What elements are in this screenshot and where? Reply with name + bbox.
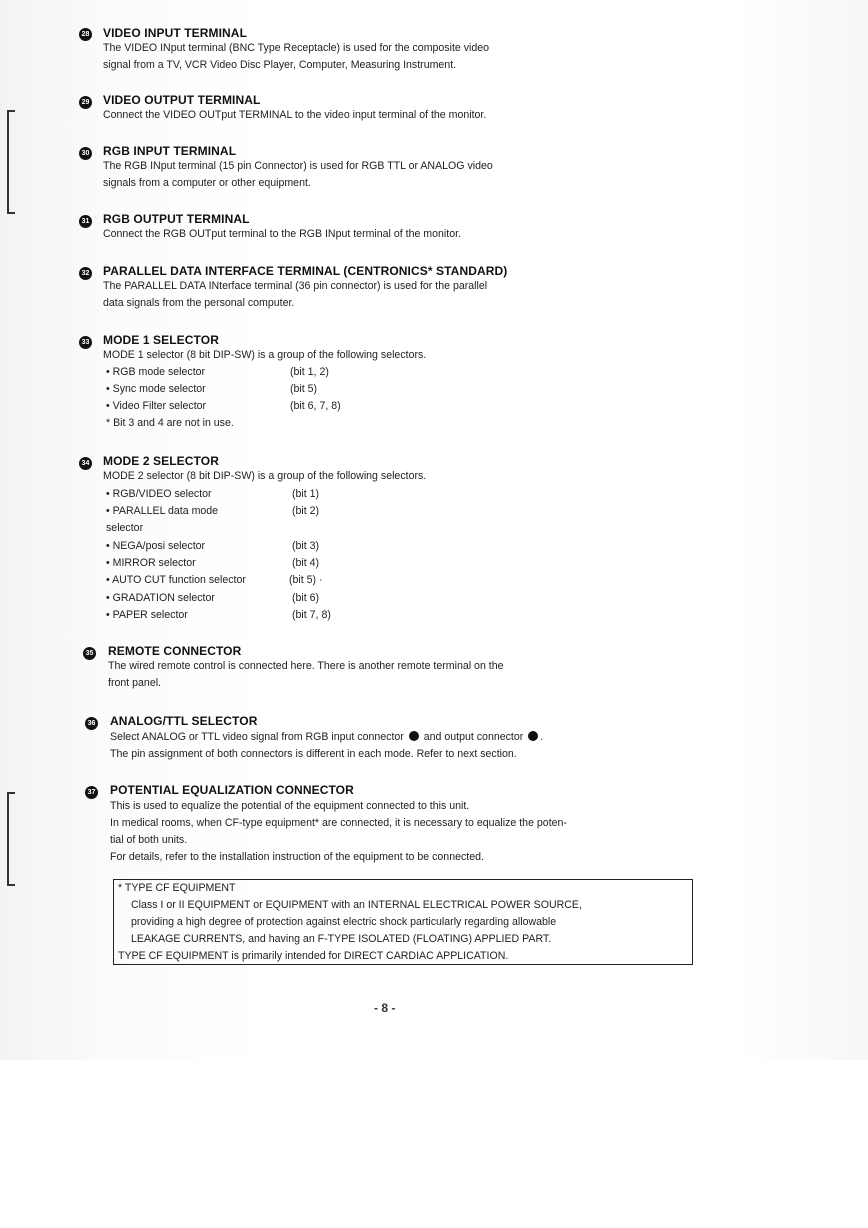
body-line: For details, refer to the installation instruction of the equipment to be connected.	[110, 851, 484, 863]
item-number-badge: 29	[79, 96, 92, 109]
note-line: Class I or II EQUIPMENT or EQUIPMENT with an INTERNAL ELECTRICAL POWER SOURCE,	[131, 899, 582, 911]
note-line: * TYPE CF EQUIPMENT	[118, 882, 236, 894]
section-title: REMOTE CONNECTOR	[108, 644, 242, 658]
connector-ref-badge	[528, 731, 538, 741]
section-body	[110, 798, 567, 866]
body-text: Select ANALOG or TTL video signal from RGB input connector	[110, 731, 404, 743]
item-number-badge: 36	[85, 717, 98, 730]
list-item-bits: (bit 6, 7, 8)	[290, 400, 341, 412]
list-item-label: • MIRROR selector	[106, 557, 196, 569]
list-item-bits: (bit 1)	[292, 488, 320, 500]
section-body	[103, 158, 493, 192]
item-number-badge: 35	[83, 647, 96, 660]
section-body	[108, 658, 504, 692]
list-item-label: • Video Filter selector	[106, 400, 207, 412]
item-number-badge: 28	[79, 28, 92, 41]
section-title: RGB OUTPUT TERMINAL	[103, 212, 250, 226]
body-line: The pin assignment of both connectors is different in each mode. Refer to next section.	[110, 748, 517, 760]
note-line: providing a high degree of protection against electric shock particularly regarding allowable	[131, 916, 557, 928]
body-text: and output connector	[423, 731, 524, 743]
item-number-badge: 32	[79, 267, 92, 280]
body-line: tial of both units.	[110, 834, 188, 846]
left-bracket-bottom	[7, 792, 15, 886]
item-number-badge: 30	[79, 147, 92, 160]
section-title: ANALOG/TTL SELECTOR	[110, 714, 258, 728]
item-number-badge: 37	[85, 786, 98, 799]
item-number-badge: 31	[79, 215, 92, 228]
left-bracket-top	[7, 110, 15, 214]
list-item-bits: (bit 7, 8)	[292, 609, 331, 621]
body-line: front panel.	[108, 677, 162, 689]
connector-ref-badge	[409, 731, 419, 741]
section-body	[103, 468, 426, 485]
page-number: - 8 -	[374, 1001, 396, 1015]
body-line: signal from a TV, VCR Video Disc Player, Computer, Measuring Instrument.	[103, 59, 457, 71]
section-body	[103, 40, 489, 74]
body-line: Connect the RGB OUTput terminal to the RGB INput terminal of the monitor.	[103, 228, 461, 240]
list-item-bits: (bit 2)	[292, 505, 320, 517]
body-line: This is used to equalize the potential of the equipment connected to this unit.	[110, 800, 470, 812]
list-item-label: • RGB mode selector	[106, 366, 206, 378]
body-line: Connect the VIDEO OUTput TERMINAL to the video input terminal of the monitor.	[103, 109, 487, 121]
item-number-badge: 33	[79, 336, 92, 349]
list-item-label: • AUTO CUT function selector	[106, 574, 246, 586]
body-line: The wired remote control is connected here. There is another remote terminal on the	[108, 660, 504, 672]
note-box-type-cf-equipment	[113, 879, 693, 965]
list-item-label: • RGB/VIDEO selector	[106, 488, 212, 500]
section-title: POTENTIAL EQUALIZATION CONNECTOR	[110, 783, 354, 797]
section-title: MODE 1 SELECTOR	[103, 333, 219, 347]
note-line: LEAKAGE CURRENTS, and having an F-TYPE ISOLATED (FLOATING) APPLIED PART.	[131, 933, 552, 945]
list-item-label: • NEGA/posi selector	[106, 540, 206, 552]
list-item-bits: (bit 5) ·	[289, 574, 323, 586]
list-item-label: • PARALLEL data mode	[106, 505, 219, 517]
body-line: The RGB INput terminal (15 pin Connector) is used for RGB TTL or ANALOG video	[103, 160, 493, 172]
body-line: In medical rooms, when CF-type equipment* are connected, it is necessary to equalize the poten-	[110, 817, 567, 829]
body-line: signals from a computer or other equipment.	[103, 177, 311, 189]
list-item-label: • GRADATION selector	[106, 592, 215, 604]
section-title: PARALLEL DATA INTERFACE TERMINAL (CENTRONICS* STANDARD)	[103, 264, 508, 278]
body-text: .	[540, 731, 544, 743]
section-title: VIDEO INPUT TERMINAL	[103, 26, 248, 40]
item-number-badge: 34	[79, 457, 92, 470]
list-item-bits: (bit 1, 2)	[290, 366, 329, 378]
section-body	[103, 278, 487, 312]
list-item-bits: (bit 4)	[292, 557, 320, 569]
section-title: MODE 2 SELECTOR	[103, 454, 219, 468]
section-body	[103, 107, 486, 124]
list-item-label: • Sync mode selector	[106, 383, 206, 395]
list-item-bits: (bit 6)	[292, 592, 320, 604]
section-body	[110, 729, 543, 763]
body-line: data signals from the personal computer.	[103, 297, 295, 309]
body-line: MODE 2 selector (8 bit DIP-SW) is a group of the following selectors.	[103, 470, 427, 482]
section-body	[103, 347, 426, 364]
section-body	[103, 226, 461, 243]
section-title: VIDEO OUTPUT TERMINAL	[103, 93, 261, 107]
list-item-label: selector	[106, 522, 144, 534]
body-line: The PARALLEL DATA INterface terminal (36 pin connector) is used for the parallel	[103, 280, 488, 292]
section-title: RGB INPUT TERMINAL	[103, 144, 237, 158]
list-item-bits: (bit 3)	[292, 540, 320, 552]
list-item-label: • PAPER selector	[106, 609, 188, 621]
body-line: The VIDEO INput terminal (BNC Type Receptacle) is used for the composite video	[103, 42, 490, 54]
list-item-bits: (bit 5)	[290, 383, 318, 395]
body-line-with-refs	[110, 729, 543, 746]
footnote-line: * Bit 3 and 4 are not in use.	[106, 417, 234, 429]
note-line: TYPE CF EQUIPMENT is primarily intended for DIRECT CARDIAC APPLICATION.	[118, 950, 509, 962]
body-line: MODE 1 selector (8 bit DIP-SW) is a group of the following selectors.	[103, 349, 427, 361]
